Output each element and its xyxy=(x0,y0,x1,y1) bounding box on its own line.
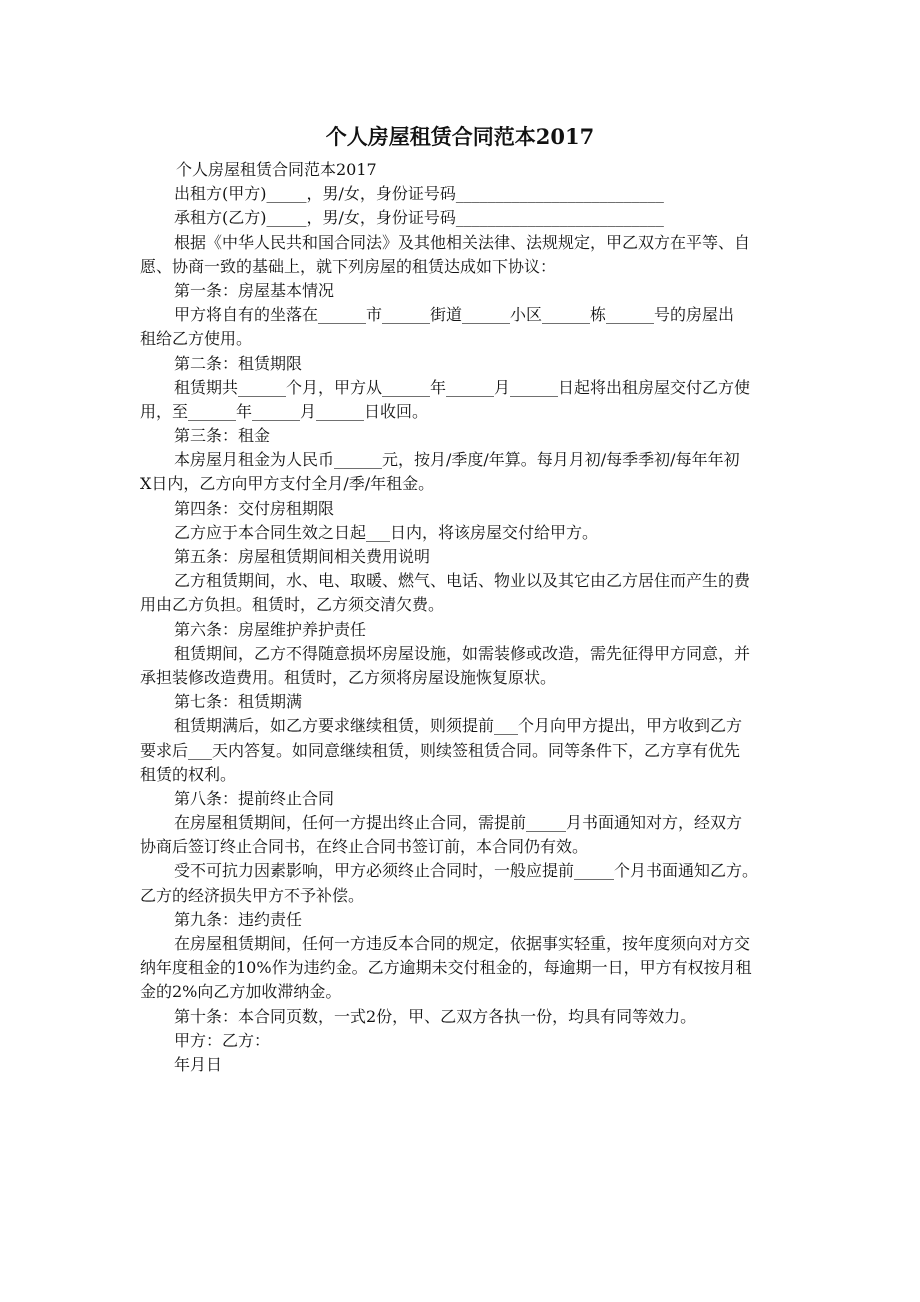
text-line: 年月日 xyxy=(174,1054,223,1074)
text-line: 金的2%向乙方加收滞纳金。 xyxy=(140,982,342,1002)
text-line: 甲方：乙方： xyxy=(174,1030,271,1050)
text-line: 第一条：房屋基本情况 xyxy=(174,280,335,300)
document-body xyxy=(140,158,800,1077)
text-line: 第八条：提前终止合同 xyxy=(174,788,335,808)
text-line: 要求后___天内答复。如同意继续租赁，则续签租赁合同。同等条件下，乙方享有优先 xyxy=(140,740,741,760)
text-line: 本房屋月租金为人民币______元，按月/季度/年算。每月月初/每季季初/每年年初 xyxy=(174,450,740,470)
text-line: 承租方(乙方)_____，男/女，身份证号码__________________________ xyxy=(174,208,664,228)
text-line: 在房屋租赁期间，任何一方违反本合同的规定，依据事实轻重，按年度须向对方交 xyxy=(174,934,751,953)
text-line: 个人房屋租赁合同范本2017 xyxy=(176,160,377,179)
text-line: 第七条：租赁期满 xyxy=(174,692,303,712)
text-line: 第九条：违约责任 xyxy=(174,909,303,929)
text-line: 用由乙方负担。租赁时，乙方须交清欠费。 xyxy=(140,595,445,615)
text-line: 乙方租赁期间，水、电、取暖、燃气、电话、物业以及其它由乙方居住而产生的费 xyxy=(174,571,751,591)
text-line: 第二条：租赁期限 xyxy=(174,353,303,373)
text-line: 租赁期间，乙方不得随意损坏房屋设施，如需装修或改造，需先征得甲方同意，并 xyxy=(174,643,751,663)
text-line: 甲方将自有的坐落在______市______街道______小区______栋______号的房屋出 xyxy=(174,305,735,325)
text-line: 在房屋租赁期间，任何一方提出终止合同，需提前_____月书面通知对方，经双方 xyxy=(174,813,743,833)
text-line: 第十条：本合同页数，一式2份，甲、乙双方各执一份，均具有同等效力。 xyxy=(174,1006,697,1026)
text-line: 愿、协商一致的基础上，就下列房屋的租赁达成如下协议： xyxy=(140,256,557,276)
text-line: 受不可抗力因素影响，甲方必须终止合同时，一般应提前_____个月书面通知乙方。 xyxy=(174,861,759,881)
text-line: 纳年度租金的10%作为违约金。乙方逾期未交付租金的，每逾期一日，甲方有权按月租 xyxy=(140,958,752,978)
text-line: 第四条：交付房租期限 xyxy=(174,498,335,518)
text-line: 租给乙方使用。 xyxy=(140,329,253,349)
text-line: 租赁期共______个月，甲方从______年______月______日起将出租房屋交付乙方使 xyxy=(174,377,751,397)
text-line: X日内，乙方向甲方支付全月/季/年租金。 xyxy=(140,474,435,494)
text-line: 第三条：租金 xyxy=(174,426,271,446)
text-line: 根据《中华人民共和国合同法》及其他相关法律、法规规定，甲乙双方在平等、自 xyxy=(174,232,751,252)
text-line: 第五条：房屋租赁期间相关费用说明 xyxy=(174,547,431,566)
text-line: 租赁的权利。 xyxy=(140,764,237,784)
text-line: 第六条：房屋维护养护责任 xyxy=(174,619,367,639)
text-line: 出租方(甲方)_____，男/女，身份证号码__________________________ xyxy=(174,184,664,204)
text-line: 协商后签订终止合同书，在终止合同书签订前，本合同仍有效。 xyxy=(140,837,589,857)
text-line: 乙方应于本合同生效之日起___日内，将该房屋交付给甲方。 xyxy=(174,522,599,542)
text-line: 用，至______年______月______日收回。 xyxy=(140,401,429,421)
document-title: 个人房屋租赁合同范本2017 xyxy=(325,124,595,149)
text-line: 租赁期满后，如乙方要求继续租赁，则须提前___个月向甲方提出，甲方收到乙方 xyxy=(174,716,743,736)
text-line: 乙方的经济损失甲方不予补偿。 xyxy=(140,885,365,905)
text-line: 承担装修改造费用。租赁时，乙方须将房屋设施恢复原状。 xyxy=(140,667,557,687)
